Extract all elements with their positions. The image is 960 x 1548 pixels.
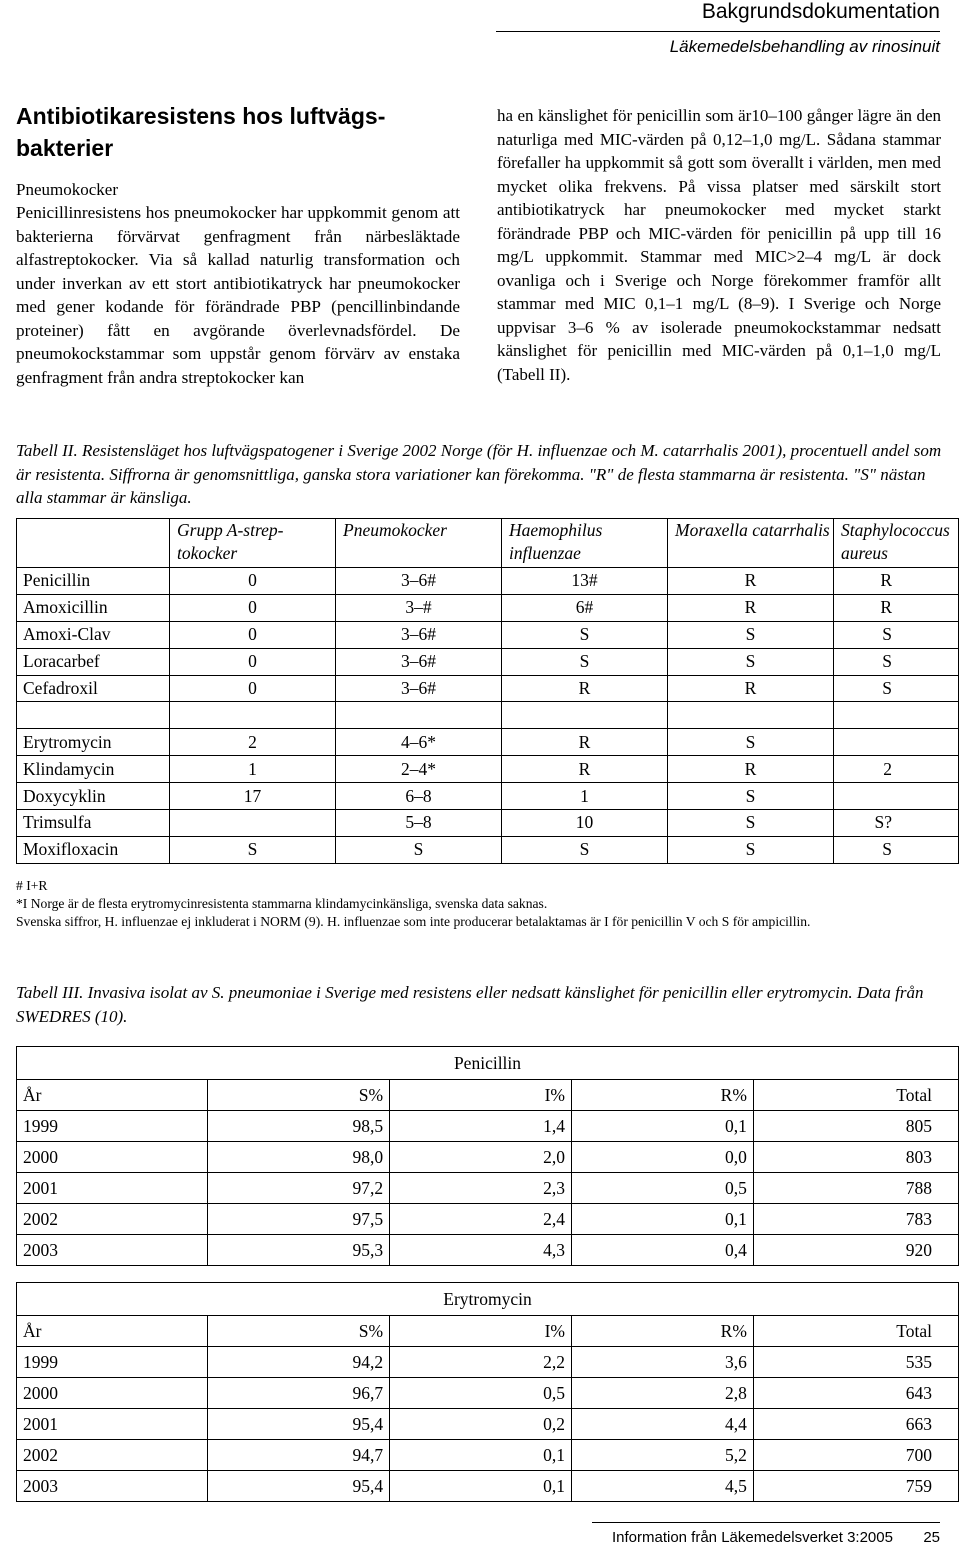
column-header: R% (571, 1080, 753, 1111)
table-cell (502, 702, 668, 729)
year-cell: 2003 (17, 1471, 208, 1502)
table-cell: 3,6 (571, 1347, 753, 1378)
penicillin-table (16, 1046, 959, 1266)
table-cell: S (170, 836, 336, 863)
antibiotic-name (17, 702, 170, 729)
table-row (17, 568, 959, 595)
column-header: R% (571, 1316, 753, 1347)
table-cell: 535 (753, 1347, 958, 1378)
table-cell: 2,8 (571, 1378, 753, 1409)
table-cell: R (502, 675, 668, 702)
table-cell: 0 (170, 568, 336, 595)
table-cell: 2,0 (390, 1142, 572, 1173)
page-footer (612, 1529, 940, 1546)
table-cell: 759 (753, 1471, 958, 1502)
right-column (497, 104, 941, 386)
table-cell: 2 (170, 729, 336, 756)
column-header: Staphylococcus aureus (834, 519, 959, 568)
table-row (17, 1378, 959, 1409)
table-row (17, 1409, 959, 1440)
table-header-row (17, 1316, 959, 1347)
resistance-table (16, 518, 959, 864)
table-cell: 700 (753, 1440, 958, 1471)
table-cell: 663 (753, 1409, 958, 1440)
table-row (17, 648, 959, 675)
table-cell (834, 702, 959, 729)
table-cell: 0,1 (571, 1204, 753, 1235)
column-header: Pneumokocker (336, 519, 502, 568)
table-cell: 17 (170, 783, 336, 810)
antibiotic-name: Doxycyklin (17, 783, 170, 810)
table-cell: 0,5 (390, 1378, 572, 1409)
table-row (17, 1347, 959, 1378)
year-cell: 2003 (17, 1235, 208, 1266)
table-note: *I Norge är de flesta erytromycinresistenta stammarna klindamycinkänsliga, svenska data saknas. (16, 896, 548, 911)
table-cell: S (668, 648, 834, 675)
table-cell: 97,5 (208, 1204, 390, 1235)
table-cell: S (668, 783, 834, 810)
table-row (17, 1440, 959, 1471)
group-title: Penicillin (17, 1047, 959, 1080)
table-row (17, 675, 959, 702)
table-cell: R (502, 729, 668, 756)
table-cell: S (668, 621, 834, 648)
year-cell: 2000 (17, 1378, 208, 1409)
year-cell: 1999 (17, 1111, 208, 1142)
column-header: Haemophilus influenzae (502, 519, 668, 568)
table-row (17, 1111, 959, 1142)
column-header: År (17, 1316, 208, 1347)
article-body-left: Penicillinresistens hos pneumokocker har uppkommit genom att bakterierna förvärvat genfragment från närbesläktade alfastreptokocker. Via så kallad naturlig transformation och under inverkan av ett stort antibiotikatryck har pneumokocker med gener kodande för förändrade PBP (pencillinbindande proteiner) fått en avgörande överlevnadsfördel. De pneumokockstammar som uppstår genom förvärv av enstaka genfragment från andra streptokocker kan (16, 203, 460, 387)
page-number: 25 (923, 1529, 940, 1546)
table-cell: 803 (753, 1142, 958, 1173)
table-cell: R (502, 756, 668, 783)
article-subheading: Pneumokocker (16, 180, 118, 199)
table-cell: 643 (753, 1378, 958, 1409)
column-header: Total (753, 1316, 958, 1347)
article-title: Antibiotikaresistens hos luftvägs-bakterier (16, 103, 386, 161)
year-cell: 2001 (17, 1409, 208, 1440)
table-row (17, 836, 959, 863)
table-row (17, 1471, 959, 1502)
table-cell (170, 702, 336, 729)
column-header: Grupp A-strep-tokocker (170, 519, 336, 568)
table-cell (336, 702, 502, 729)
antibiotic-name: Cefadroxil (17, 675, 170, 702)
footer-divider (592, 1522, 940, 1523)
table-cell (834, 783, 959, 810)
year-cell: 2002 (17, 1440, 208, 1471)
table-cell: 3–6# (336, 568, 502, 595)
table-row (17, 621, 959, 648)
table-cell: 95,3 (208, 1235, 390, 1266)
table-cell: S (834, 621, 959, 648)
table-cell: S (668, 810, 834, 837)
antibiotic-name: Penicillin (17, 568, 170, 595)
table-cell: 0,1 (571, 1111, 753, 1142)
table-notes (16, 877, 944, 931)
table-cell: 1,4 (390, 1111, 572, 1142)
table-row (17, 783, 959, 810)
table-cell: 2–4* (336, 756, 502, 783)
table-cell: 6–8 (336, 783, 502, 810)
table-cell: S (834, 836, 959, 863)
antibiotic-name: Erytromycin (17, 729, 170, 756)
table-cell: S? (834, 810, 959, 837)
table-cell: R (668, 568, 834, 595)
table-cell: 0 (170, 675, 336, 702)
table-cell: 3–6# (336, 648, 502, 675)
table-cell: 5–8 (336, 810, 502, 837)
table-cell: 96,7 (208, 1378, 390, 1409)
table-row (17, 756, 959, 783)
antibiotic-name: Klindamycin (17, 756, 170, 783)
year-cell: 2002 (17, 1204, 208, 1235)
table-row (17, 1235, 959, 1266)
table-cell: 98,0 (208, 1142, 390, 1173)
section-subtitle: Läkemedelsbehandling av rinosinuit (669, 37, 940, 56)
table-note: # I+R (16, 878, 48, 893)
table-row (17, 729, 959, 756)
table-cell: 95,4 (208, 1471, 390, 1502)
table-cell: 805 (753, 1111, 958, 1142)
footer-publication: Information från Läkemedelsverket 3:2005 (611, 1529, 893, 1546)
table-cell: 788 (753, 1173, 958, 1204)
column-header: År (17, 1080, 208, 1111)
column-header: Moraxella catarrhalis (668, 519, 834, 568)
year-cell: 1999 (17, 1347, 208, 1378)
table-cell: 0,1 (390, 1440, 572, 1471)
column-header: I% (390, 1316, 572, 1347)
table-cell: 95,4 (208, 1409, 390, 1440)
table3-caption: Tabell III. Invasiva isolat av S. pneumoniae i Sverige med resistens eller nedsatt känslighet för penicillin eller erytromycin. Data från SWEDRES (10). (16, 983, 924, 1026)
table-cell: S (502, 836, 668, 863)
table-cell: R (668, 594, 834, 621)
table-cell: S (668, 836, 834, 863)
table-row (17, 1142, 959, 1173)
table-cell: 4–6* (336, 729, 502, 756)
table-cell: 0,1 (390, 1471, 572, 1502)
table-row (17, 594, 959, 621)
table-cell: 94,2 (208, 1347, 390, 1378)
table-cell: 3–# (336, 594, 502, 621)
table-cell: 0,2 (390, 1409, 572, 1440)
table-cell: 0,5 (571, 1173, 753, 1204)
table-cell: 4,4 (571, 1409, 753, 1440)
group-title: Erytromycin (17, 1283, 959, 1316)
header-divider (496, 31, 940, 32)
table-group-header (17, 1047, 959, 1080)
table-cell: R (668, 675, 834, 702)
table-cell: R (668, 756, 834, 783)
column-header: Total (753, 1080, 958, 1111)
table-row (17, 1173, 959, 1204)
table-row (17, 810, 959, 837)
table-cell: 97,2 (208, 1173, 390, 1204)
table2-caption: Tabell II. Resistensläget hos luftvägspatogener i Sverige 2002 Norge (för H. influenzae och M. catarrhalis 2001), procentuell andel som är resistenta. Siffrorna är genomsnittliga, ganska stora variationer kan förekomma. "R" de flesta stammarna är resistenta. "S" nästan alla stammar är känsliga. (16, 441, 942, 507)
table-cell: 0,4 (571, 1235, 753, 1266)
table-row (17, 1204, 959, 1235)
table-group-header (17, 1283, 959, 1316)
left-column (16, 100, 460, 389)
table-cell: 0 (170, 621, 336, 648)
table-cell: 2,4 (390, 1204, 572, 1235)
year-cell: 2001 (17, 1173, 208, 1204)
table-cell: 4,5 (571, 1471, 753, 1502)
table-cell: 0 (170, 648, 336, 675)
table-cell: S (502, 648, 668, 675)
year-cell: 2000 (17, 1142, 208, 1173)
table-cell: R (834, 568, 959, 595)
section-heading: Bakgrundsdokumentation (701, 0, 940, 23)
table-cell (170, 810, 336, 837)
table-cell: 13# (502, 568, 668, 595)
table-cell: 2,3 (390, 1173, 572, 1204)
table-cell: 920 (753, 1235, 958, 1266)
table-cell: 98,5 (208, 1111, 390, 1142)
article-body-right: ha en känslighet för penicillin som är10–100 gånger lägre än den naturliga med MIC-värden på 0,12–1,0 mg/L. Sådana stammar förefaller ha uppkommit så gott som överallt i världen, men med mycket olika frekvens. På vissa platser med särskilt stort antibiotikatryck har pneumokocker med mycket starkt förändrade PBP och MIC-värden för penicillin på upp till 16 mg/L uppkommit. Stammar med MIC>2–4 mg/L är dock ovanliga och i Sverige och Norge förekommer framför allt stammar med MIC 0,1–1 mg/L (8–9). I Sverige och Norge uppvisar 3–6 % av isolerade pneumokockstammar nedsatt känslighet för penicillin med MIC-värden på 0,1–1,0 mg/L (Tabell II). (497, 106, 941, 384)
table-cell: 10 (502, 810, 668, 837)
table-cell (668, 702, 834, 729)
table-header-row (17, 519, 959, 568)
table-cell: 0 (170, 594, 336, 621)
antibiotic-name: Trimsulfa (17, 810, 170, 837)
table-cell (834, 729, 959, 756)
table-cell: S (668, 729, 834, 756)
column-header (17, 519, 170, 568)
table-cell: 94,7 (208, 1440, 390, 1471)
table-cell: S (834, 648, 959, 675)
table-cell: 2 (834, 756, 959, 783)
table-cell: S (502, 621, 668, 648)
table-cell: 1 (170, 756, 336, 783)
column-header: S% (208, 1316, 390, 1347)
table-cell: 3–6# (336, 621, 502, 648)
table-cell: 783 (753, 1204, 958, 1235)
table-note: Svenska siffror, H. influenzae ej inkluderat i NORM (9). H. influenzae som inte producerar betalaktamas är I för penicillin V och S för ampicillin. (16, 914, 811, 929)
table-cell: 6# (502, 594, 668, 621)
table-cell: 5,2 (571, 1440, 753, 1471)
antibiotic-name: Amoxi-Clav (17, 621, 170, 648)
table-cell: 0,0 (571, 1142, 753, 1173)
table-cell: S (834, 675, 959, 702)
antibiotic-name: Amoxicillin (17, 594, 170, 621)
table-row (17, 702, 959, 729)
table-cell: R (834, 594, 959, 621)
table-cell: 4,3 (390, 1235, 572, 1266)
antibiotic-name: Loracarbef (17, 648, 170, 675)
column-header: S% (208, 1080, 390, 1111)
table-cell: 2,2 (390, 1347, 572, 1378)
table-cell: 3–6# (336, 675, 502, 702)
column-header: I% (390, 1080, 572, 1111)
erytromycin-table (16, 1282, 959, 1502)
table-cell: S (336, 836, 502, 863)
table-cell: 1 (502, 783, 668, 810)
table-header-row (17, 1080, 959, 1111)
antibiotic-name: Moxifloxacin (17, 836, 170, 863)
